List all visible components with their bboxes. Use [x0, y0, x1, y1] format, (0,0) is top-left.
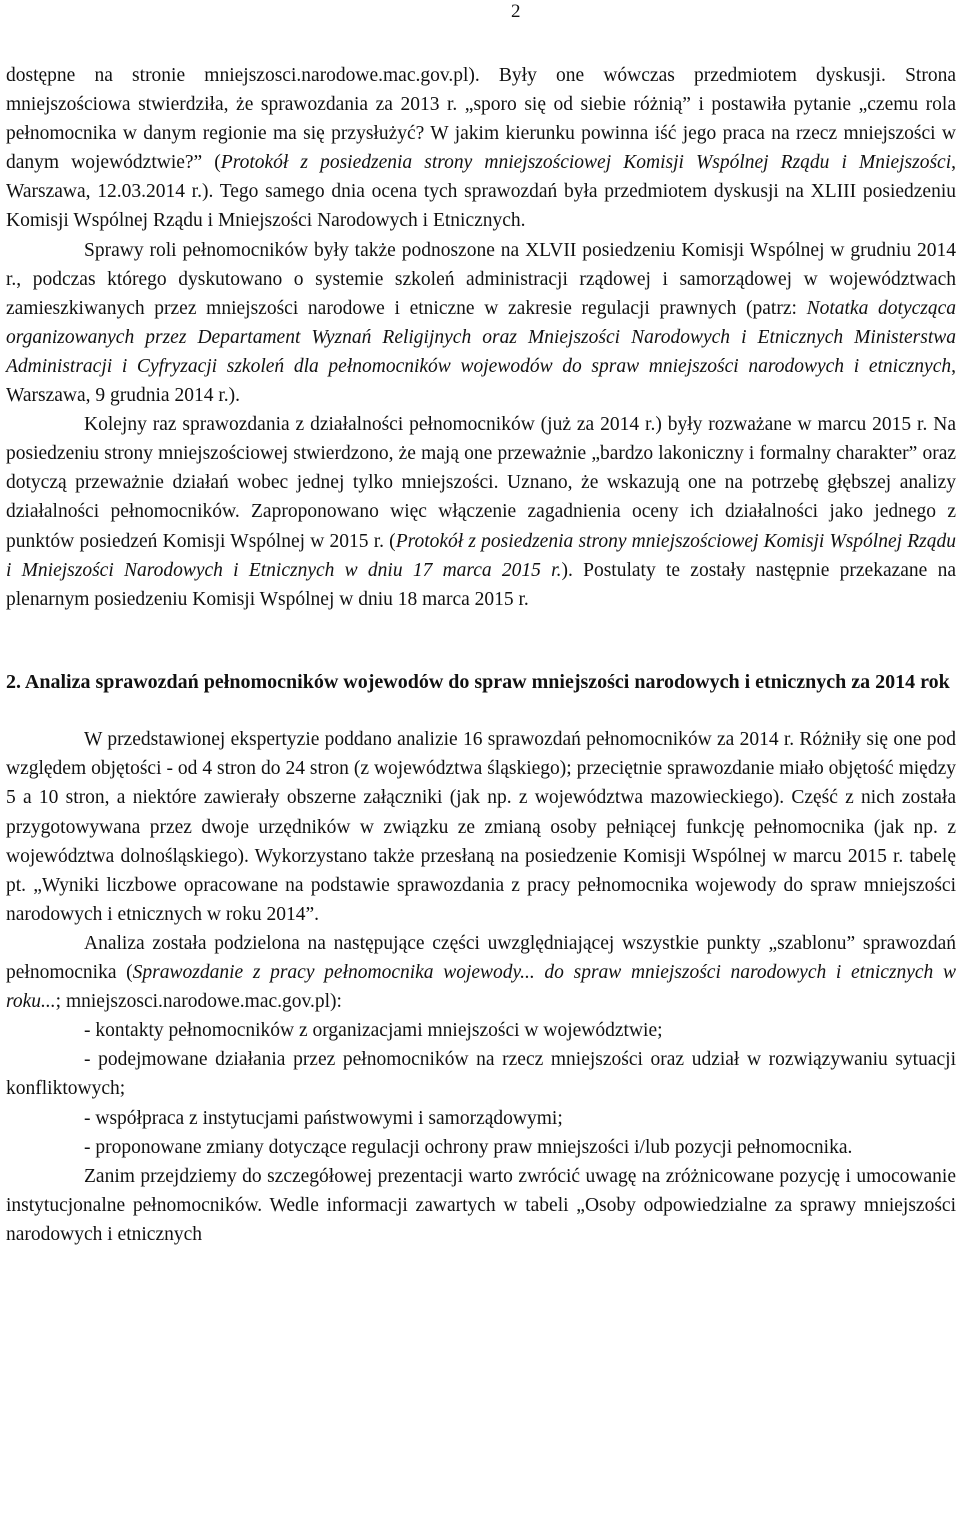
text-run: - podejmowane działania przez pełnomocników na rzecz mniejszości oraz udział w rozwiązywaniu sytuacji konfliktowych; — [6, 1049, 956, 1100]
intro-paragraphs — [6, 61, 956, 614]
spacer — [6, 614, 956, 668]
list-item — [6, 1016, 956, 1045]
text-run: dostępne na stronie mniejszosci.narodowe.mac.gov.pl). Były one wówczas przedmiotem dyskusji. Strona mniejszościowa stwierdziła, że sprawozdania za 2013 r. „sporo się od siebie różnią” i postawiła pytanie „czemu rola pełnomocnika w danym regionie ma się przysłużyć? W jakim kierunku powinna iść jego praca na rzecz mniejszości w danym województwie?” ( — [6, 65, 956, 174]
paragraph — [6, 929, 956, 1016]
section-heading: 2. Analiza sprawozdań pełnomocników wojewodów do spraw mniejszości narodowych i etnicznych za 2014 rok — [6, 670, 950, 693]
italic-citation: Notatka dotycząca organizowanych przez Departament Wyznań Religijnych oraz Mniejszości Narodowych i Etnicznych Ministerstwa Administracji i Cyfryzacji szkoleń dla pełnomocników wojewodów do spraw mniejszości narodowych i etnicznych — [6, 297, 956, 377]
text-run: ; mniejszosci.narodowe.mac.gov.pl): — [55, 991, 342, 1013]
paragraph — [6, 61, 956, 236]
page-number: 2 — [511, 1, 521, 22]
italic-citation: Protokół z posiedzenia strony mniejszościowej Komisji Wspólnej Rządu i Mniejszości — [220, 152, 952, 174]
list-item — [6, 1045, 956, 1103]
text-run: - współpraca z instytucjami państwowymi i samorządowymi; — [84, 1107, 563, 1129]
text-run: W przedstawionej ekspertyzie poddano analizie 16 sprawozdań pełnomocników za 2014 r. Różniły się one pod względem objętości - od 4 stron do 24 stron (z województwa śląskiego); przeciętnie sprawozdanie miało objętość między 5 a 10 stron, a niektóre zawierały obszerne załączniki (jak np. z województwa mazowieckiego). Część z nich została przygotowywana przez dwoje urzędników w związku ze zmianą osoby pełniącej funkcję pełnomocnika (jak np. z województwa dolnośląskiego). Wykorzystano także przesłaną na posiedzenie Komisji Wspólnej w marcu 2015 r. tabelę pt. „Wyniki liczbowe opracowane na podstawie sprawozdania z pracy pełnomocnika wojewody do spraw mniejszości narodowych i etnicznych w roku 2014”. — [6, 729, 956, 925]
text-run: Analiza została podzielona na następujące części uwzględniającej wszystkie punkty „szablonu” sprawozdań pełnomocnika ( — [6, 932, 956, 984]
text-run: ). Postulaty te zostały następnie przekazane na plenarnym posiedzeniu Komisji Wspólnej w dniu 18 marca 2015 r. — [6, 559, 956, 610]
text-run: Zanim przejdziemy do szczegółowej prezentacji warto zwrócić uwagę na zróżnicowane pozycję i umocowanie instytucjonalne pełnomocników. Wedle informacji zawartych w tabeli „Osoby odpowiedzialne za sprawy mniejszości narodowych i etnicznych — [6, 1165, 956, 1245]
text-run: Sprawy roli pełnomocników były także podnoszone na XLVII posiedzeniu Komisji Wspólnej w grudniu 2014 r., podczas którego dyskutowano o systemie szkoleń administracji rządowej i samorządowej w województwach zamieszkiwanych przez mniejszości narodowe i etniczne w zakresie regulacji prawnych (patrz: — [6, 239, 956, 319]
italic-citation: Protokół z posiedzenia strony mniejszościowej Komisji Wspólnej Rządu i Mniejszości Narodowych i Etnicznych w dniu 17 marca 2015 r. — [6, 530, 956, 581]
list-item — [6, 1133, 956, 1162]
text-run: - proponowane zmiany dotyczące regulacji ochrony praw mniejszości i/lub pozycji pełnomocnika. — [84, 1136, 853, 1158]
list-item — [6, 1104, 956, 1133]
paragraph — [6, 410, 956, 614]
section-body — [6, 725, 956, 1249]
text-run: , Warszawa, 9 grudnia 2014 r.). — [6, 355, 956, 407]
paragraph — [6, 236, 956, 411]
paragraph — [6, 1162, 956, 1249]
paragraph — [6, 725, 956, 929]
text-run: Kolejny raz sprawozdania z działalności pełnomocników (już za 2014 r.) były rozważane w marcu 2015 r. Na posiedzeniu strony mniejszościowej stwierdzono, że mają one przeważnie „bardzo lakoniczny i formalny charakter” oraz dotyczą przeważnie działań wobec jednej tylko mniejszości. Uznano, że wskazują one na potrzebę głębszej analizy działalności pełnomocników. Zaproponowano więc włączenie zagadnienia oceny ich działalności jako jednego z punktów posiedzeń Komisji Wspólnej w 2015 r. ( — [6, 414, 956, 552]
spacer — [6, 697, 956, 725]
text-run: , Warszawa, 12.03.2014 r.). Tego samego dnia ocena tych sprawozdań była przedmiotem dyskusji na XLIII posiedzeniu Komisji Wspólnej Rządu i Mniejszości Narodowych i Etnicznych. — [6, 152, 956, 232]
italic-citation: Sprawozdanie z pracy pełnomocnika wojewody... do spraw mniejszości narodowych i etnicznych w roku... — [6, 962, 956, 1013]
text-run: - kontakty pełnomocników z organizacjami mniejszości w województwie; — [84, 1020, 663, 1042]
